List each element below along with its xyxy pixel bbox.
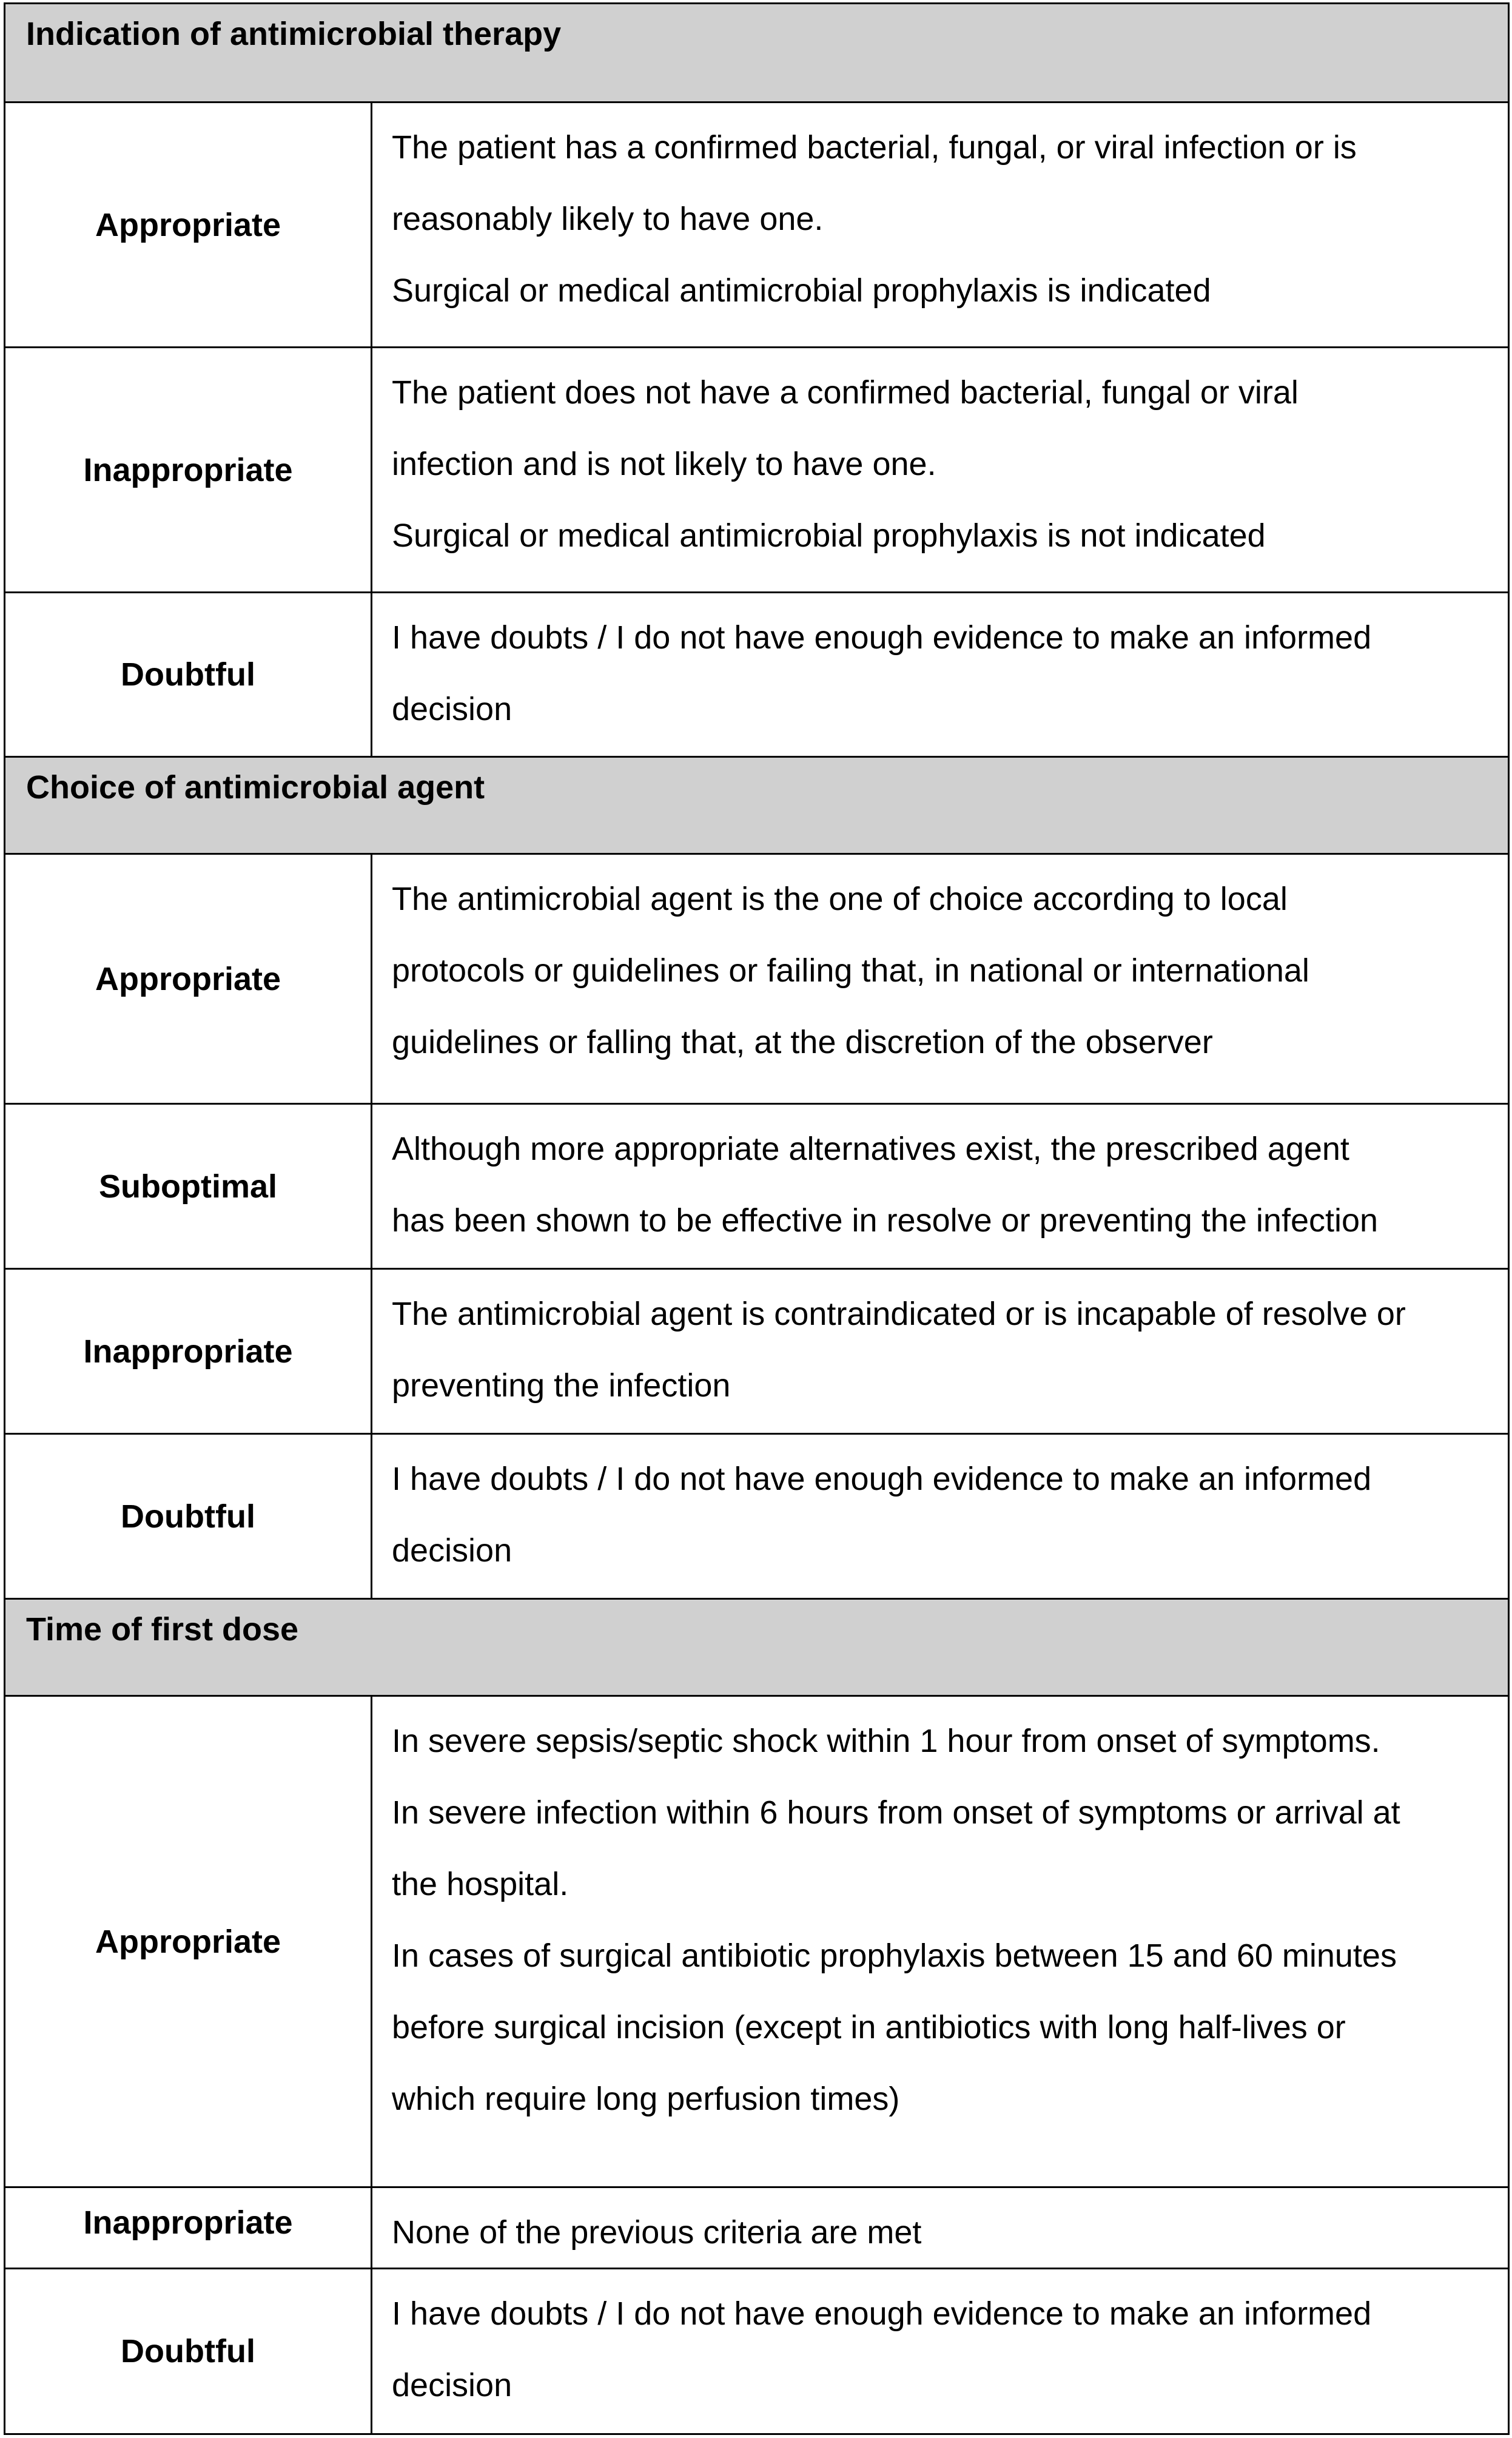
description-line: before surgical incision (except in antibiotics with long half-lives or [392,2009,1346,2046]
rating-description [392,352,1490,576]
description-line: Surgical or medical antimicrobial prophylaxis is not indicated [392,517,1266,554]
rating-description [392,1700,1490,2140]
rating-label: Inappropriate [5,2188,372,2268]
table-row [5,593,1508,758]
description-line: protocols or guidelines or failing that, in national or international [392,952,1309,989]
rating-description [392,2273,1490,2426]
rating-label: Doubtful [5,593,372,756]
rating-description [392,107,1490,331]
rating-description [392,858,1490,1083]
description-line: decision [392,1532,512,1569]
rating-label: Appropriate [5,855,372,1103]
rating-label: Doubtful [5,2269,372,2433]
description-line: In severe infection within 6 hours from onset of symptoms or arrival at [392,1794,1400,1831]
description-line: In cases of surgical antibiotic prophylaxis between 15 and 60 minutes [392,1938,1397,1974]
rating-label: Doubtful [5,1435,372,1598]
rating-label: Inappropriate [5,348,372,591]
section-header-choice: Choice of antimicrobial agent [5,758,1508,855]
rating-description [392,1108,1490,1261]
description-line: I have doubts / I do not have enough evidence to make an informed [392,1461,1372,1497]
description-line: decision [392,2367,512,2403]
rating-description [392,2192,1490,2273]
rating-description [392,1438,1490,1591]
description-line: which require long perfusion times) [392,2081,900,2117]
description-line: decision [392,691,512,727]
description-line: The patient has a confirmed bacterial, fungal, or viral infection or is [392,129,1357,166]
rating-label: Appropriate [5,103,372,346]
description-line: I have doubts / I do not have enough evidence to make an informed [392,619,1372,656]
rating-label: Suboptimal [5,1105,372,1268]
table-row [5,1435,1508,1600]
table-row [5,1270,1508,1435]
description-line: The patient does not have a confirmed bacterial, fungal or viral [392,374,1299,411]
description-line: None of the previous criteria are met [392,2214,922,2251]
table-row [5,103,1508,348]
table-row [5,2188,1508,2269]
section-header-first-dose: Time of first dose [5,1600,1508,1697]
description-line: Although more appropriate alternatives exist, the prescribed agent [392,1131,1349,1167]
rating-description [392,1273,1490,1426]
description-line: guidelines or falling that, at the discretion of the observer [392,1024,1213,1060]
description-line: I have doubts / I do not have enough evidence to make an informed [392,2295,1372,2332]
table-row [5,1105,1508,1270]
description-line: Surgical or medical antimicrobial prophylaxis is indicated [392,272,1211,309]
table-row [5,1697,1508,2188]
table-row [5,855,1508,1105]
table-row [5,348,1508,593]
description-line: has been shown to be effective in resolve or preventing the infection [392,1202,1379,1239]
rating-description [392,597,1490,750]
rating-label: Inappropriate [5,1270,372,1433]
rating-label: Appropriate [5,1697,372,2186]
criteria-table [4,2,1510,2435]
description-line: infection and is not likely to have one. [392,446,936,482]
description-line: preventing the infection [392,1367,731,1404]
section-header-indication: Indication of antimicrobial therapy [5,4,1508,103]
description-line: In severe sepsis/septic shock within 1 hour from onset of symptoms. [392,1723,1380,1759]
description-line: The antimicrobial agent is contraindicated or is incapable of resolve or [392,1296,1406,1332]
description-line: reasonably likely to have one. [392,201,824,237]
description-line: The antimicrobial agent is the one of choice according to local [392,881,1288,917]
description-line: the hospital. [392,1866,569,1902]
table-row [5,2269,1508,2433]
